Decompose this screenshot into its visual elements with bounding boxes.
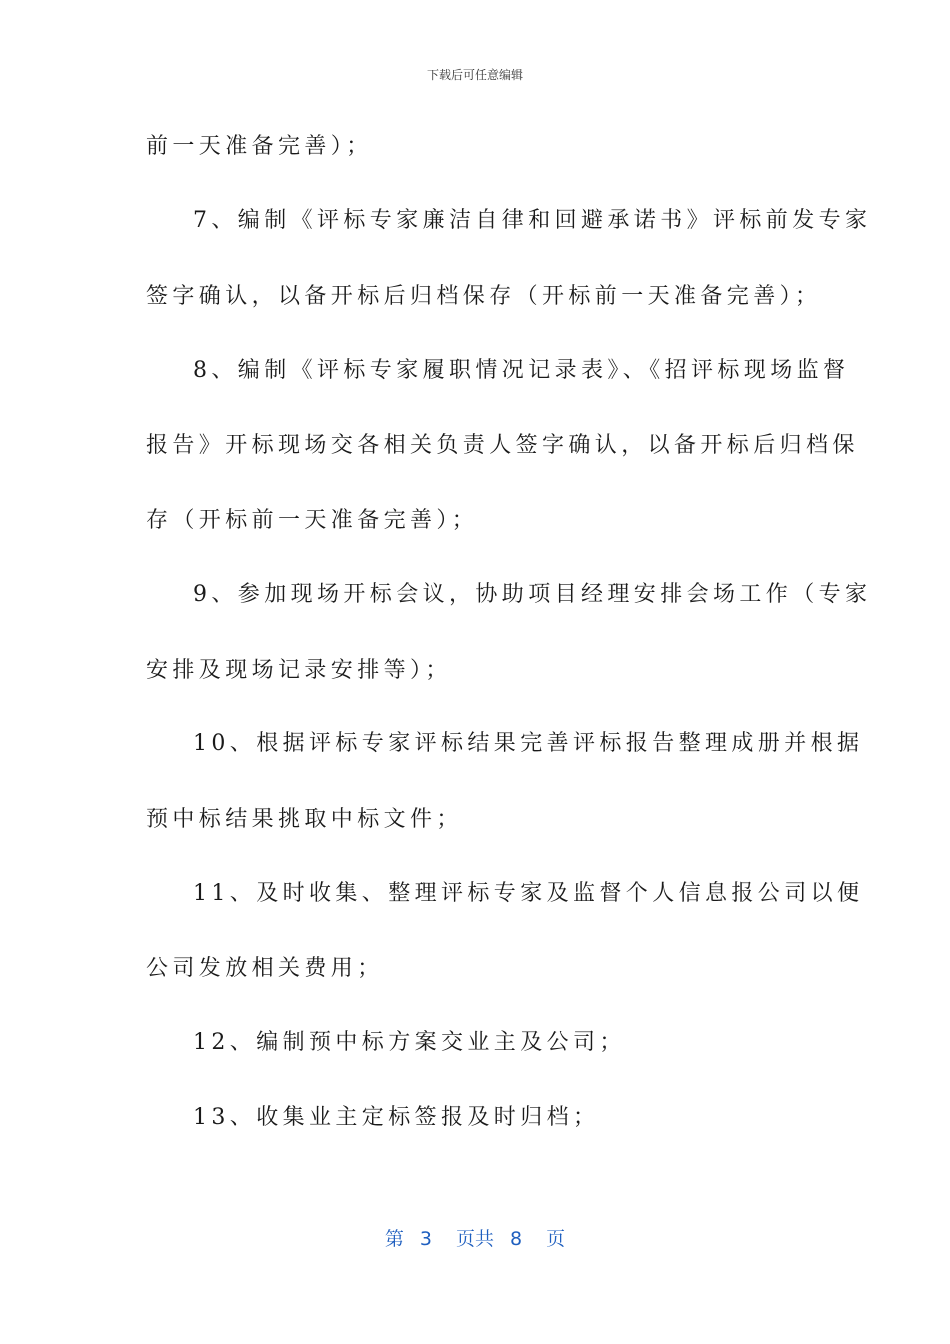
page-number-footer <box>0 1226 950 1252</box>
paragraph-line: 公司发放相关费用； <box>146 956 384 981</box>
paragraph-line: 签字确认，以备开标后归档保存（开标前一天准备完善）； <box>146 284 822 309</box>
total-page-number: 8 <box>510 1228 523 1250</box>
page-header-note: 下载后可任意编辑 <box>426 68 523 82</box>
paragraph-line: 12、编制预中标方案交业主及公司； <box>193 1030 626 1055</box>
paragraph-line: 预中标结果挑取中标文件； <box>146 807 463 832</box>
paragraph-line: 存（开标前一天准备完善）； <box>146 508 479 533</box>
paragraph-line: 9、参加现场开标会议，协助项目经理安排会场工作（专家 <box>193 582 872 607</box>
paragraph-line: 13、收集业主定标签报及时归档； <box>193 1105 600 1130</box>
paragraph-line: 10、根据评标专家评标结果完善评标报告整理成册并根据 <box>193 731 864 756</box>
footer-middle: 页共 <box>455 1228 494 1250</box>
paragraph-line: 安排及现场记录安排等）； <box>146 658 452 683</box>
current-page-number: 3 <box>419 1228 432 1250</box>
paragraph-line: 报告》开标现场交各相关负责人签字确认，以备开标后归档保 <box>146 433 859 458</box>
footer-prefix: 第 <box>384 1228 404 1250</box>
paragraph-line: 8、编制《评标专家履职情况记录表》、《招评标现场监督 <box>193 358 850 383</box>
footer-suffix: 页 <box>546 1228 566 1250</box>
paragraph-line: 7、编制《评标专家廉洁自律和回避承诺书》评标前发专家 <box>193 208 872 233</box>
paragraph-line: 11、及时收集、整理评标专家及监督个人信息报公司以便 <box>193 881 864 906</box>
paragraph-line: 前一天准备完善）； <box>146 134 373 159</box>
